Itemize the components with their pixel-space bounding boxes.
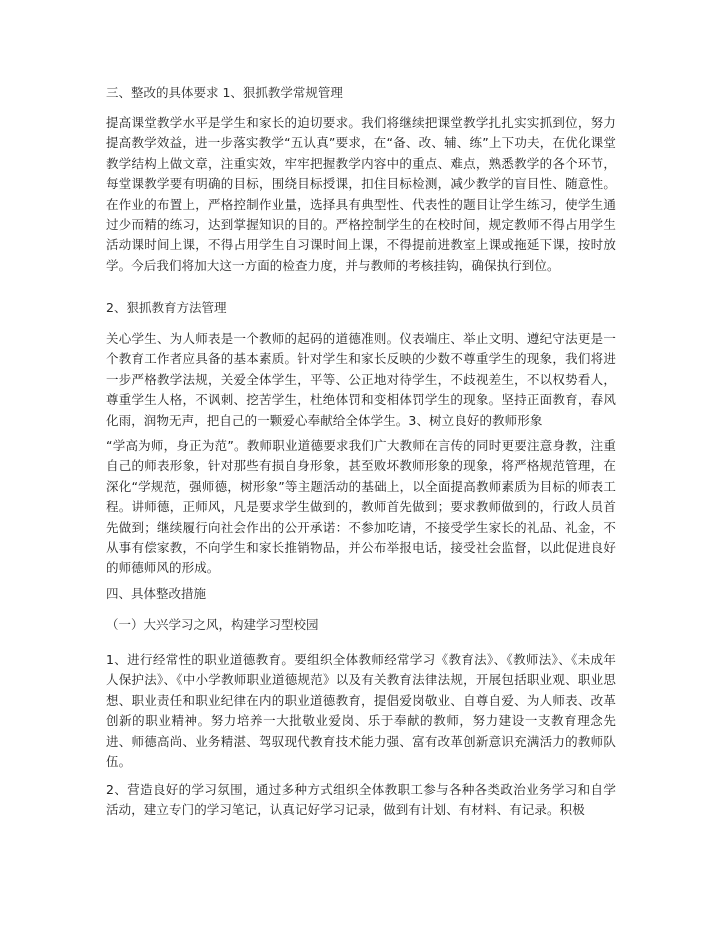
subsection-1-heading: （一）大兴学习之风，构建学习型校园 xyxy=(106,617,319,632)
section-3-heading: 三、整改的具体要求 1、狠抓教学常规管理 xyxy=(106,85,343,100)
item-3-paragraph: “学高为师，身正为范”。教师职业道德要求我们广大教师在言传的同时更要注意身教，注重自己的师表形象，针对那些有损自身形象，甚至败坏教师形象的现象，将严格规范管理，在深化“学规范，强师德，树形象”等主题活动的基础上，以全面提高教师素质为目标的师表工程。讲师德，正师风，凡是要求学生做到的，教师首先做到；要求教师做到的，行政人员首先做到；继续履行向社会作出的公开承诺：不参加吃请，不接受学生家长的礼品、礼金，不从事有偿家教，不向学生和家长推销物品，并公布举报电话，接受社会监督，以此促进良好的师德师风的形成。 xyxy=(106,438,616,576)
subsection-1-paragraph-1: 1、进行经常性的职业道德教育。要组织全体教师经常学习《教育法》、《教师法》、《未成年人保护法》、《中小学教师职业道德规范》以及有关教育法律法规，开展包括职业观、职业思想、职业责任和职业纪律在内的职业道德教育，提倡爱岗敬业、自尊自爱、为人师表、改革创新的职业精神。努力培养一大批敬业爱岗、乐于奉献的教师，努力建设一支教育理念先进、师德高尚、业务精湛、驾驭现代教育技术能力强、富有改革创新意识充满活力的教师队伍。 xyxy=(106,652,616,770)
section-3-paragraph: 提高课堂教学水平是学生和家长的迫切要求。我们将继续把课堂教学扎扎实实抓到位，努力提高教学效益，进一步落实教学“五认真”要求，在“备、改、辅、练”上下功夫，在优化课堂教学结构上做文章，注重实效，牢牢把握教学内容中的重点、难点，熟悉教学的各个环节，每堂课教学要有明确的目标，围绕目标授课，扣住目标检测，减少教学的盲目性、随意性。在作业的布置上，严格控制作业量，选择具有典型性、代表性的题目让学生练习，使学生通过少而精的练习，达到掌握知识的目的。严格控制学生的在校时间，规定教师不得占用学生活动课时间上课，不得占用学生自习课时间上课，不得提前进教室上课或拖延下课，按时放学。今后我们将加大这一方面的检查力度，并与教师的考核挂钩，确保执行到位。 xyxy=(106,115,616,273)
item-2-heading: 2、狠抓教育方法管理 xyxy=(106,300,227,315)
section-4-heading: 四、具体整改措施 xyxy=(106,586,207,601)
item-2-paragraph: 关心学生、为人师表是一个教师的起码的道德准则。仪表端庄、举止文明、遵纪守法更是一个教育工作者应具备的基本素质。针对学生和家长反映的少数不尊重学生的现象，我们将进一步严格教学法规，关爱全体学生，平等、公正地对待学生，不歧视差生，不以权势看人，尊重学生人格，不讽刺、挖苦学生，杜绝体罚和变相体罚学生的现象。坚持正面教育，春风化雨，润物无声，把自己的一颗爱心奉献给全体学生。3、树立良好的教师形象 xyxy=(106,331,616,428)
subsection-1-paragraph-2: 2、营造良好的学习氛围，通过多种方式组织全体教职工参与各种各类政治业务学习和自学活动，建立专门的学习笔记，认真记好学习记录，做到有计划、有材料、有记录。积极 xyxy=(106,782,616,818)
